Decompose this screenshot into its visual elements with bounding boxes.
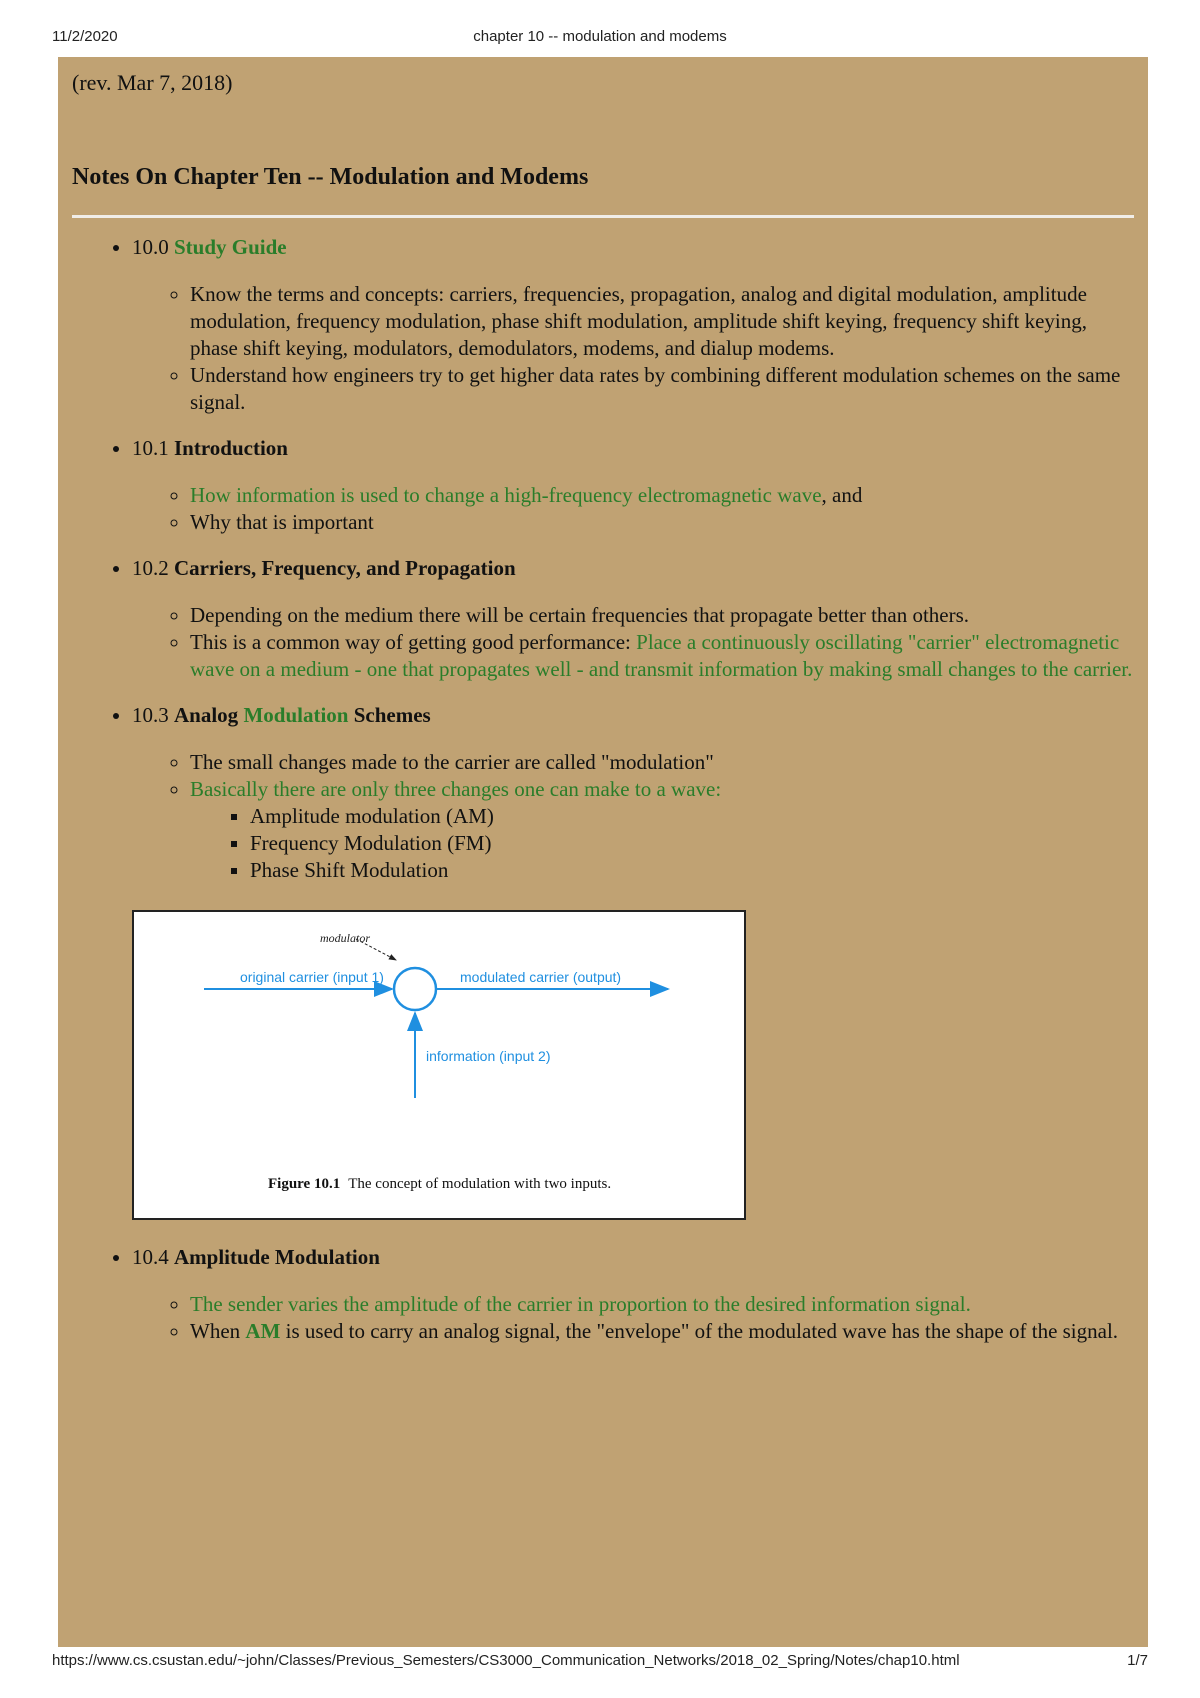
list-item (190, 776, 1134, 884)
page-title: Notes On Chapter Ten -- Modulation and Modems (72, 164, 589, 190)
section-10-4 (132, 1244, 1134, 1345)
carriers-list (132, 602, 1134, 683)
modulator-circle (394, 968, 436, 1010)
list-item: ◦ Why that is important (190, 509, 1134, 536)
input1-label: original carrier (input 1) (240, 969, 384, 985)
list-item (190, 1291, 1134, 1318)
modulator-label: modulator (320, 931, 371, 945)
divider (72, 215, 1134, 218)
list-item (190, 629, 1134, 683)
list-item: ◦ Understand how engineers try to get higher data rates by combining different modulation schemes on the same signal. (190, 362, 1134, 416)
list-item: ◦ The small changes made to the carrier are called "modulation" (190, 749, 1134, 776)
section-list (72, 234, 1134, 1345)
section-heading: Amplitude Modulation (174, 1245, 380, 1269)
introduction-list (132, 482, 1134, 536)
section-10-0 (132, 234, 1134, 416)
amplitude-modulation-list (132, 1291, 1134, 1345)
list-item: ◦ Know the terms and concepts: carriers, frequencies, propagation, analog and digital modulation, amplitude modulation, frequency modulation, phase shift modulation, amplitude shift keying, frequency shift keying, phase shift keying, modulators, demodulators, modems, and dialup modems. (190, 281, 1134, 362)
modulation-diagram (134, 912, 744, 1218)
analog-modulation-list (132, 749, 1134, 884)
highlight-text: How information is used to change a high-frequency electromagnetic wave (190, 483, 822, 507)
list-item: ▪ Amplitude modulation (AM) (250, 803, 1134, 830)
study-guide-heading: Study Guide (174, 235, 287, 259)
study-guide-list (132, 281, 1134, 416)
section-number: 10.1 (132, 436, 169, 460)
list-item (190, 1318, 1134, 1345)
modulation-types-list (190, 803, 1134, 884)
section-10-3 (132, 702, 1134, 1220)
highlight-text: Basically there are only three changes one can make to a wave: (190, 777, 722, 801)
list-item (190, 482, 1134, 509)
plain-text: , and (821, 483, 863, 507)
section-number: 10.4 (132, 1245, 169, 1269)
section-10-2 (132, 555, 1134, 683)
highlight-text: The sender varies the amplitude of the carrier in proportion to the desired information signal. (190, 1292, 971, 1316)
plain-text: is used to carry an analog signal, the "envelope" of the modulated wave has the shape of the signal. (280, 1319, 1119, 1343)
figure-modulation-diagram (132, 910, 746, 1220)
section-heading-part: Schemes (353, 703, 431, 727)
figure-caption (268, 1176, 611, 1192)
section-heading: Introduction (174, 436, 288, 460)
section-heading-part: Analog (174, 703, 239, 727)
section-heading: Carriers, Frequency, and Propagation (174, 556, 516, 580)
plain-text: This is a common way of getting good performance: (190, 630, 637, 654)
figure-caption-text: The concept of modulation with two inputs. (348, 1176, 612, 1192)
section-10-1 (132, 435, 1134, 536)
page-content (58, 57, 1148, 1647)
input2-label: information (input 2) (426, 1048, 551, 1064)
page-url: https://www.cs.csustan.edu/~john/Classes/Previous_Semesters/CS3000_Communication_Networks/2018_02_Spring/Notes/chap10.html (52, 1652, 960, 1669)
print-footer (0, 1652, 1200, 1672)
print-title: chapter 10 -- modulation and modems (473, 28, 727, 45)
print-date: 11/2/2020 (52, 28, 118, 45)
list-item: ▪ Phase Shift Modulation (250, 857, 1134, 884)
section-number: 10.0 (132, 235, 169, 259)
am-term: AM (245, 1319, 281, 1343)
revision-note: (rev. Mar 7, 2018) (72, 70, 233, 95)
list-item: ◦ Depending on the medium there will be certain frequencies that propagate better than others. (190, 602, 1134, 629)
section-number: 10.3 (132, 703, 169, 727)
page-number: 1/7 (1127, 1652, 1148, 1669)
modulation-term: Modulation (243, 703, 349, 727)
figure-caption-label: Figure 10.1 (268, 1176, 341, 1192)
plain-text: When (190, 1319, 246, 1343)
output-label: modulated carrier (output) (460, 969, 622, 985)
print-header (0, 28, 1200, 48)
list-item: ▪ Frequency Modulation (FM) (250, 830, 1134, 857)
highlight-text: Place a continuously oscillating "carrier" electromagnetic wave on a medium - one that propagates well - and transmit information by making small changes to the carrier. (190, 630, 1133, 681)
section-number: 10.2 (132, 556, 169, 580)
